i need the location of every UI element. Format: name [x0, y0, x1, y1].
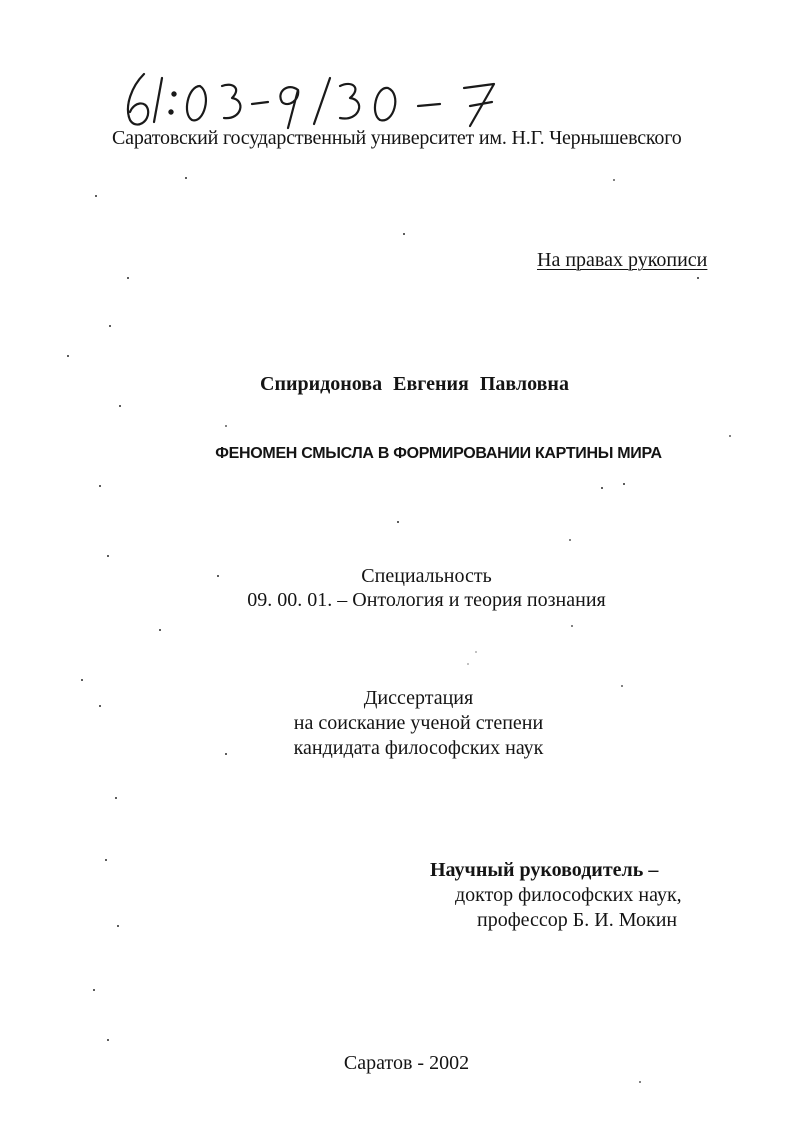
degree-block: [0, 686, 793, 761]
supervisor-degree: доктор философских наук,: [455, 884, 682, 906]
university-name: Саратовский государственный университет им. Н.Г. Чернышевского: [112, 127, 682, 149]
manuscript-note: На правах рукописи: [537, 249, 708, 271]
handwritten-archive-code: [118, 64, 518, 134]
dissertation-title: ФЕНОМЕН СМЫСЛА В ФОРМИРОВАНИИ КАРТИНЫ МИРА: [215, 445, 662, 462]
supervisor-heading: Научный руководитель –: [430, 859, 659, 881]
supervisor-name: профессор Б. И. Мокин: [477, 909, 678, 931]
degree-line-2: на соискание ученой степени: [293, 712, 544, 734]
specialty-value: 09. 00. 01. – Онтология и теория познания: [247, 589, 606, 611]
specialty-label: Специальность: [361, 565, 492, 587]
supervisor-block: [430, 858, 682, 933]
degree-line-1: Диссертация: [363, 687, 474, 709]
specialty-block: [0, 564, 793, 612]
city-year: Саратов - 2002: [343, 1052, 470, 1074]
degree-line-3: кандидата философских наук: [293, 737, 544, 759]
author-name: Спиридонова Евгения Павловна: [260, 373, 569, 395]
